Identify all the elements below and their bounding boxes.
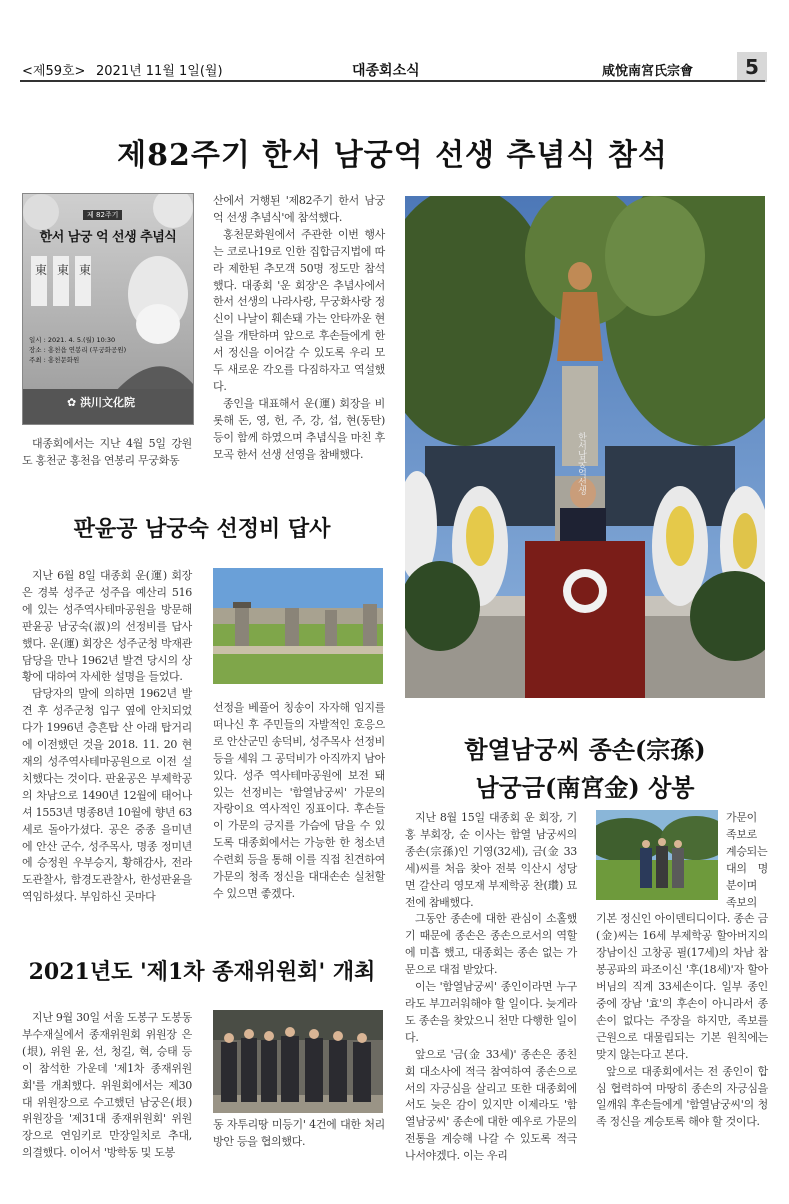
poster-subtitle: 제 82주기 <box>83 210 122 220</box>
svg-text:東: 東 <box>79 263 92 277</box>
article2-paragraph: 지난 6월 8일 대종회 운(運) 회장은 경북 성주군 성주읍 예산리 516에 있는 성주역사테마공원을 방문해 판윤공 남궁숙(淑)의 선정비를 답사했다. 운(運) 회장은 성주군청 박재관 담당을 만나 1962년 발견 당시의 상황에 대하여 자세한 설명을 들었다. <box>22 569 192 684</box>
page-number: 5 <box>737 52 767 82</box>
article3-col-right <box>213 1117 385 1151</box>
article4-paragraph: 그동안 종손에 대한 관심이 소홀했기 때문에 종손은 종손으로서의 역할에 미흡 했고, 대종회는 종손 없는 가문으로 대접 받았다. <box>405 912 577 977</box>
issue-number: <제59호> <box>22 64 86 79</box>
article1-paragraph: 홍천문화원에서 주관한 이번 행사는 코로나19로 인한 집합금지법에 따라 제한된 추모객 50명 정도만 참석했다. 대종회 '운 회장'은 추념사에서 한서 선생의 나라사랑, 무궁화사랑 정신이 나날이 훼손돼 가는 안타까운 현실을 개탄하며 앞으로 후손들에게 한서 정신을 이어갈 수 있도록 우리 모두 새로운 각오를 다짐하자고 역설했다. <box>213 227 385 393</box>
article1-col-left <box>22 436 192 470</box>
poster-logo <box>67 394 135 410</box>
poster-info-date: 일시 : 2021. 4. 5.(월) 10:30 <box>29 336 116 344</box>
article4-paragraph: 가문이 족보로 계승되는 대의 명분이며 족보의 기본 정신인 아이덴티디이다. 종손 금(金)씨는 16세 부제학공 할아버지의 장남이신 고창공 필(17세)의 차남 참봉공파의 파조이신 '후(18세)'자 할아버님의 직계 33세손이다. 일부 종인 중에 장남 '효'의 후손이 아니라서 종손이 없다는 주장을 하지만, 족보를 근원으로 대물림되는 기본 원칙에는 맞지 않는다고 본다. <box>596 811 768 1061</box>
article4-paragraph: 앞으로 대종회에서는 전 종인이 합심 협력하여 마땅히 종손의 자긍심을 일깨워 후손들에게 '함열남궁씨'의 청족 정신을 계승토록 해야 할 것이다. <box>596 1064 768 1129</box>
committee-group-photo <box>213 1010 383 1113</box>
organization-name: 咸悅南宮氏宗會 <box>602 64 694 79</box>
article1-paragraph: 대종회에서는 지난 4월 5일 강원도 홍천군 홍천읍 연봉리 무궁화동 <box>22 437 192 467</box>
article1-paragraph: 산에서 거행된 '제82주기 한서 남궁억 선생 추념식'에 참석했다. <box>213 194 385 224</box>
article4-col-left <box>405 810 577 1165</box>
poster-logo-text: 洪川文化院 <box>80 396 136 409</box>
svg-text:東: 東 <box>35 263 48 277</box>
article2-col-right <box>213 700 385 903</box>
section-title: 대종회소식 <box>352 63 420 79</box>
poster-title: 한서 남궁 억 선생 추념식 <box>39 230 177 245</box>
article4-title-line1: 함열남궁씨 종손(宗孫) <box>464 735 706 764</box>
article2-col-left <box>22 568 192 906</box>
podium-monument-sign: 한서남궁억선생 <box>576 432 586 495</box>
article1-paragraph: 종인을 대표해서 운(運) 회장을 비롯해 돈, 영, 헌, 주, 강, 섭, 현(동탄) 등이 함께 하였으며 추념식을 마친 후 모곡 한서 선생 선영을 참배했다. <box>213 396 385 461</box>
article2-title: 판윤공 남궁숙 선정비 답사 <box>73 516 331 542</box>
article4-paragraph: 지난 8월 15일 대종회 운 회장, 기홍 부회장, 순 이사는 함열 남궁씨의 종손(宗孫)인 기영(32세), 금(金 33세)씨를 처음 찾아 전북 익산시 성당면 갈산리 영모재 부제학공 찬(瓚) 묘전에 참배했다. <box>405 811 577 909</box>
article1-col-mid <box>213 193 385 464</box>
article4-paragraph: 앞으로 '금(金 33세)' 종손은 종친회 대소사에 적극 참여하여 종손으로서의 자긍심을 살리고 또한 대종회에서도 늦은 감이 있지만 이제라도 '함열남궁씨' 종손에 대한 예우로 가문의 전통을 계승해 나갈 수 있도록 적극 나서야겠다. 이는 우리 <box>405 1047 577 1163</box>
article1-title: 제82주기 한서 남궁억 선생 추념식 참석 <box>117 138 668 173</box>
flower-logo-icon: ✿ <box>67 396 77 409</box>
article4-col-right <box>596 810 768 1131</box>
poster-info-host: 주최 : 홍천문화원 <box>29 356 80 364</box>
article4-title-line2: 남궁금(南宮金) 상봉 <box>475 773 695 802</box>
article3-title: 2021년도 '제1차 종재위원회' 개최 <box>28 959 376 985</box>
article4-paragraph: 이는 '함열남궁씨' 종인이라면 누구라도 부끄러워해야 할 일이다. 늦게라도 종손을 찾았으니 천만 다행한 일이다. <box>405 980 577 1044</box>
stele-park-photo <box>213 568 383 684</box>
issue-date: 2021년 11월 1일(월) <box>96 64 223 79</box>
header-rule <box>20 80 765 82</box>
article3-col-left <box>22 1010 192 1162</box>
article2-paragraph: 담당자의 말에 의하면 1962년 발견 후 성주군청 입구 옆에 안치되었다가 1996년 층흔탑 산 아래 탑거리에 이전했던 것을 2018. 11. 20 현재의 성주역사테마공원으로 이전 설치했다는 것이다. 판윤공은 부제학공의 차남으로 1490년 12월에 태어나셔 1553년 명종8년 10월에 향년 63세로 돌아가셨다. 공은 중종 을미년에 안산 군수, 성주목사, 명종 정미년에 승정원 우부승지, 황해감사, 전라도관찰사, 함경도관찰사, 한성판윤을 역임하셨다. 부임하신 곳마다 <box>22 687 192 904</box>
article3-paragraph: 동 자투리땅 미등기' 4건에 대한 처리 방안 등을 협의했다. <box>213 1118 385 1148</box>
article2-paragraph: 선정을 베풀어 칭송이 자자해 임지를 떠나신 후 주민들의 자발적인 호응으로 안산군민 송덕비, 성주목사 선정비 등을 세워 그 공덕비가 아직까지 남아 있다. 성주 역사테마공원에 보전 돼 있는 선정비는 '함열남궁씨' 가문의 자랑이요 역사적인 징표이다. 후손들이 가문의 긍지를 가슴에 담을 수 있도록 대종회에서는 가능한 한 청소년수련회 등을 통해 이를 직접 친견하여 가문의 청족 정신을 대대손손 실천할 수 있으면 좋겠다. <box>213 701 385 900</box>
memorial-poster <box>22 193 194 425</box>
svg-text:東: 東 <box>57 263 70 277</box>
article3-paragraph: 지난 9월 30일 서울 도봉구 도봉동 부수재실에서 종재위원회 위원장 은(垠), 위원 윤, 선, 청길, 혁, 승태 등이 참석한 가운데 '제1차 종재위원회'를 개최했다. 위원회에서는 제30대 위원장으로 수고했던 남궁은(垠) 위원장을 '제31대 종재위원회' 위원장으로 연임키로 만장일치로 추대, 의결했다. 이어서 '방학동 및 도봉 <box>22 1011 192 1160</box>
memorial-ceremony-photo <box>405 196 765 698</box>
poster-info-place: 장소 : 홍천읍 연봉리 (무궁화공원) <box>29 346 127 354</box>
